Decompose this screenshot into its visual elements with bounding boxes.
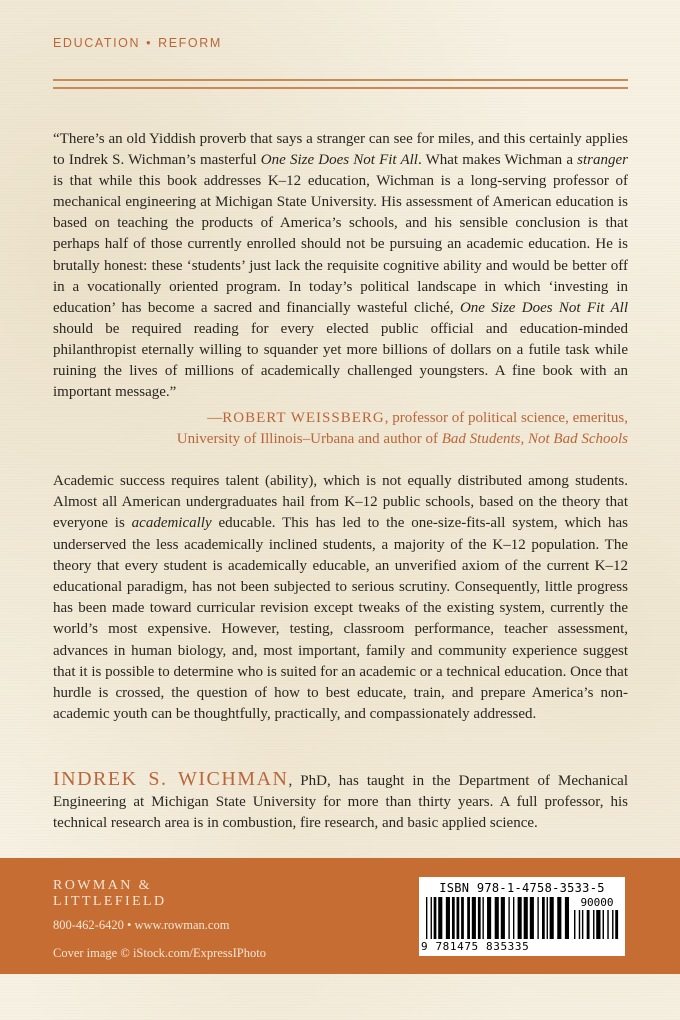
barcode-bar [513, 897, 514, 939]
attribution-dash: — [207, 410, 223, 426]
barcode-bar [587, 910, 590, 939]
description-emphasis: academically [131, 515, 212, 532]
author-name: INDREK S. WICHMAN [53, 768, 289, 790]
barcode-bar [487, 897, 491, 939]
isbn-label: ISBN 978-1-4758-3533-5 [439, 881, 605, 895]
barcode-bar [550, 897, 554, 939]
publisher-logo [53, 878, 166, 910]
barcode-bar [518, 897, 522, 939]
barcode-bar [579, 910, 580, 939]
barcode-bar [508, 897, 509, 939]
barcode-bar [603, 910, 604, 939]
barcode-bar [615, 910, 618, 939]
publisher-name-line-2: LITTLEFIELD [53, 894, 167, 909]
description-text-2: educable. This has led to the one-size-fits-all system, which has underserved the less academically inclined students, a majority of the K–12 population. The theory that every student is academically educable, an unverified axiom of the current K–12 educational paradigm, has not been subjected to serious scrutiny. Consequently, little progress has been made toward curricular revision except tweaks of the existing system, currently the world’s most expensive. However, testing, classroom performance, teacher assessment, advances in human biology, and, most important, family and community experience suggest that it is possible to determine who is suited for an academic or a technical education. Once that hurdle is crossed, the question of how to best educate, train, and prepare America’s non-academic youth can be thoughtfully, practically, and compassionately addressed. [53, 515, 628, 723]
barcode-bar [495, 897, 499, 939]
barcode-bar [452, 897, 455, 939]
barcode-bar [461, 897, 464, 939]
quote-text-2: . What makes Wichman a [417, 152, 578, 169]
author-bio [53, 769, 628, 835]
cover-image-credit: Cover image © iStock.com/ExpressIPhoto [53, 946, 266, 960]
series-header [53, 36, 222, 50]
quote-text-3: is that while this book addresses K–12 education, Wichman is a long-serving professor of mechanical engineering at Michigan State University. His assessment of American education is based on teaching the products of America’s schools, and his sensible conclusion is that perhaps half of those currently enrolled should not be pursuing an academic education. He is brutally honest: these ‘students’ just lack the requisite cognitive ability and would be better off in a vocationally oriented program. In today’s political landscape in which ‘investing in education’ has become a sacred and financially wasteful cliché, [53, 173, 628, 316]
barcode-bar [537, 897, 538, 939]
barcode-bar [446, 897, 450, 939]
barcode-bar [457, 897, 460, 939]
barcode-bar [482, 897, 483, 939]
barcode-bar [557, 897, 561, 939]
quote-emphasis-stranger: stranger [577, 152, 628, 169]
header-rule-top [53, 79, 628, 81]
ean-barcode-bars [426, 897, 571, 939]
barcode-bar [565, 897, 569, 939]
description-text-1: Academic success requires talent (ability), which is not equally distributed among students. Almost all American undergraduates hail from K–12 public schools, based on the theory that everyone is [53, 473, 628, 532]
barcode-bar [574, 910, 575, 939]
barcode-bar [472, 897, 476, 939]
endorser-affiliation: University of Illinois–Urbana and author of [176, 431, 442, 448]
price-addon-number: 90000 [580, 896, 614, 909]
addon-barcode-bars [574, 910, 620, 939]
quote-text-1: “There’s an old Yiddish proverb that says a stranger can see for miles, and this certainly applies to Indrek S. Wichman’s masterful [53, 131, 628, 169]
barcode-bar [593, 910, 594, 939]
series-label-education: EDUCATION [53, 36, 141, 50]
barcode-bar [478, 897, 481, 939]
publisher-name-line-1: ROWMAN & [53, 878, 152, 893]
publisher-contact: 800-462-6420 • www.rowman.com [53, 918, 230, 932]
quote-book-title-2: One Size Does Not Fit All [459, 299, 628, 316]
endorsement-attribution [53, 408, 628, 450]
series-separator: • [146, 36, 153, 50]
endorser-role: , professor of political science, emeritus, [384, 410, 628, 426]
barcode-bar [612, 910, 613, 939]
endorser-name: ROBERT WEISSBERG [222, 410, 385, 426]
barcode-bar [530, 897, 534, 939]
barcode-bar [542, 897, 545, 939]
isbn-barcode [419, 877, 625, 956]
endorsement-quote [53, 129, 628, 403]
barcode-bar [596, 910, 600, 939]
barcode-bar [582, 910, 583, 939]
book-description [53, 471, 628, 725]
attribution-line-1 [53, 408, 628, 429]
barcode-bar [607, 910, 608, 939]
header-rule-bottom [53, 87, 628, 89]
barcode-bar [434, 897, 437, 939]
barcode-bar [547, 897, 548, 939]
quote-book-title-1: One Size Does Not Fit All [260, 152, 418, 169]
barcode-bar [426, 897, 427, 939]
barcode-bar [431, 897, 432, 939]
attribution-line-2 [53, 429, 628, 450]
barcode-bar [438, 897, 442, 939]
author-bio-text: , PhD, has taught in the Department of Mechanical Engineering at Michigan State University for more than thirty years. A full professor, his technical research area is in combustion, fire research, and basic applied science. [53, 773, 628, 832]
ean-number: 9 781475 835335 [421, 940, 530, 953]
barcode-bar [467, 897, 470, 939]
quote-text-4: should be required reading for every elected public official and education-minded philanthropist eternally willing to squander yet more billions of dollars on a futile task while ruining the lives of millions of academically challenged youngsters. A fine book with an important message.” [53, 320, 628, 401]
barcode-bar [524, 897, 528, 939]
series-label-reform: REFORM [158, 36, 222, 50]
endorser-book-title: Bad Students, Not Bad Schools [441, 431, 628, 448]
barcode-bar [501, 897, 505, 939]
